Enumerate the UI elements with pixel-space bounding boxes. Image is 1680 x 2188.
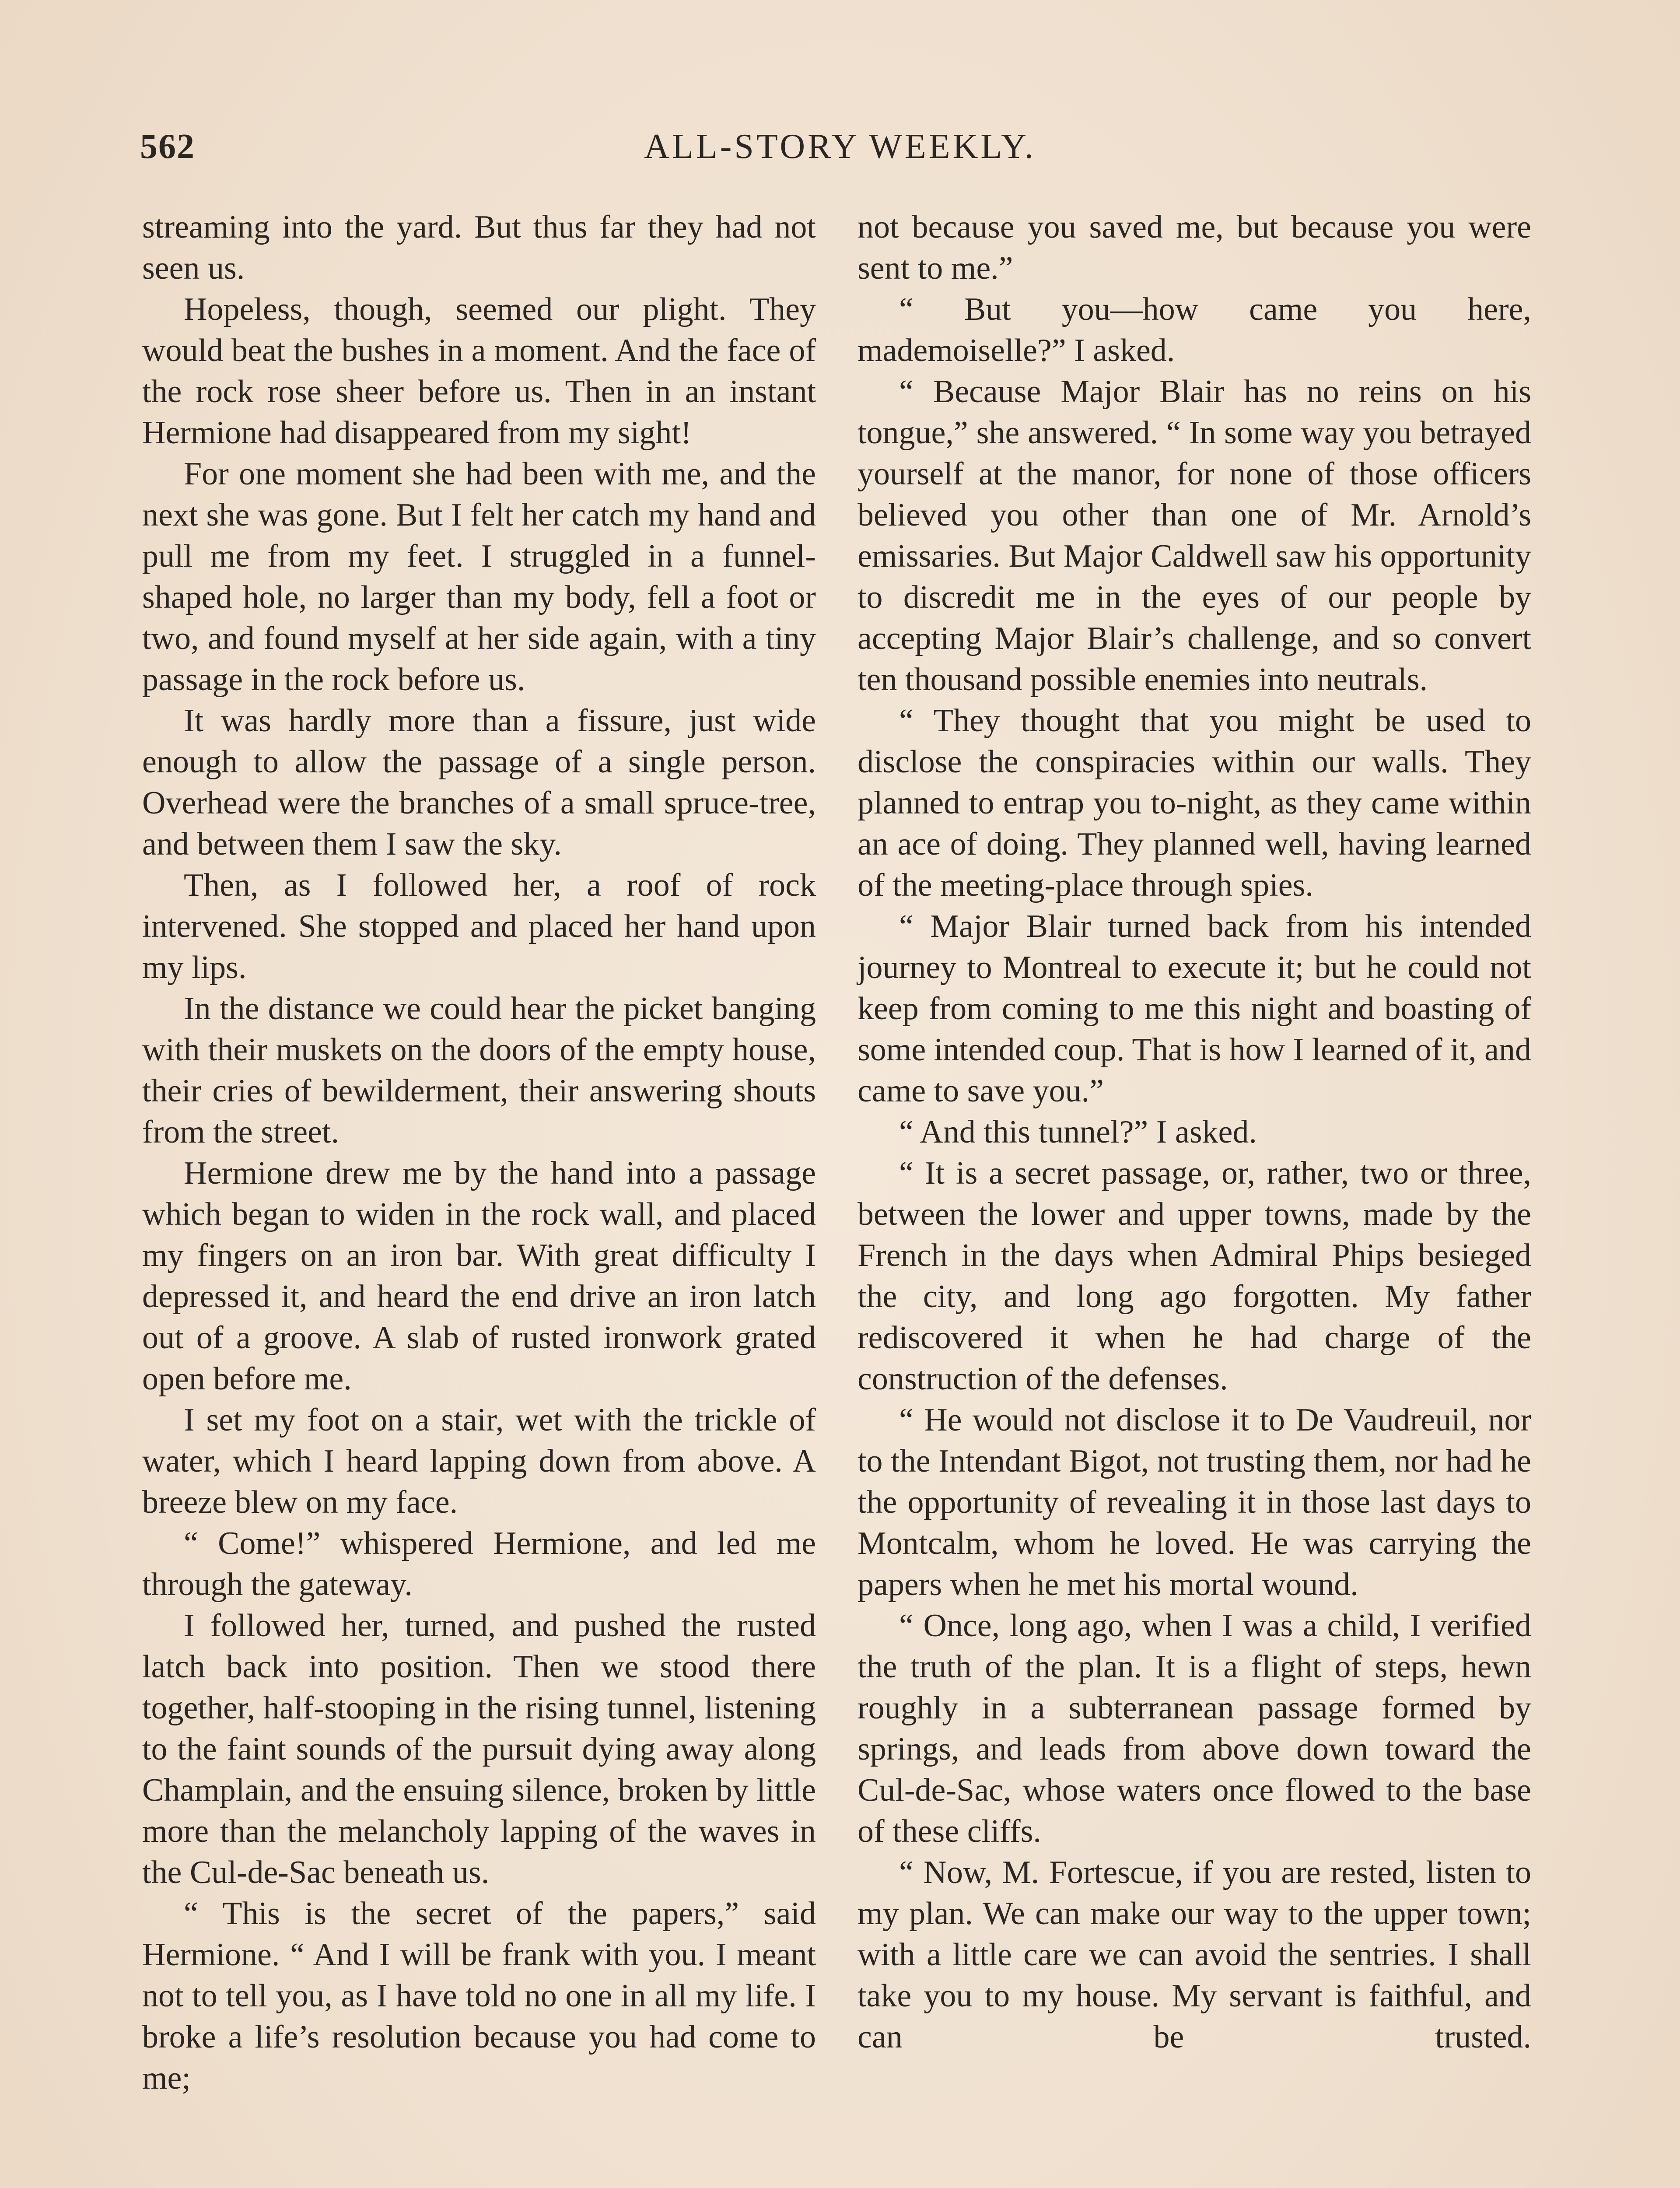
paragraph: “ And this tunnel?” I asked. bbox=[899, 1114, 1257, 1150]
paragraph: “ It is a secret passage, or, rather, two or three, between the lower and upper towns, made by the French in the days when Admiral Phips besieged the city, and long ago forgotten. My father rediscovered it when he had charge of the construction of the defenses. bbox=[858, 1155, 1531, 1397]
paragraph: Hopeless, though, seemed our plight. They would beat the bushes in a moment. And the face of the rock rose sheer before us. Then in an instant Hermione had disappeared from my sight! bbox=[142, 291, 816, 451]
paragraph: “ Major Blair turned back from his intended journey to Montreal to execute it; but he could not keep from coming to me this night and boasting of some intended coup. That is how I learned of it, and came to save you.” bbox=[858, 908, 1531, 1109]
paragraph: Then, as I followed her, a roof of rock intervened. She stopped and placed her hand upon my lips. bbox=[142, 867, 816, 985]
paragraph: For one moment she had been with me, and the next she was gone. But I felt her catch my hand and pull me from my feet. I struggled in a funnel-shaped hole, no larger than my body, fell a foot or two, and found myself at her side again, with a tiny passage in the rock before us. bbox=[142, 456, 816, 698]
paragraph: In the distance we could hear the picket banging with their muskets on the doors of the empty house, their cries of bewilderment, their answering shouts from the street. bbox=[142, 991, 816, 1150]
paragraph: “ Because Major Blair has no reins on his tongue,” she answered. “ In some way you betrayed yourself at the manor, for none of those officers believed you other than one of Mr. Arnold’s emissaries. But Major Caldwell saw his opportunity to discredit me in the eyes of our people by accepting Major Blair’s challenge, and so convert ten thousand possible enemies into neutrals. bbox=[858, 374, 1531, 698]
paragraph: “ Come!” whispered Hermione, and led me through the gateway. bbox=[142, 1525, 816, 1602]
running-head: ALL-STORY WEEKLY. bbox=[644, 127, 1036, 166]
paragraph: “ Now, M. Fortescue, if you are rested, listen to my plan. We can make our way to the upper town; with a little care we can avoid the sentries. I shall take you to my house. My servant is faithful, and can be trusted. bbox=[858, 1855, 1531, 2055]
paragraph: not because you saved me, but because you were sent to me.” bbox=[858, 209, 1531, 286]
page-header bbox=[140, 127, 1540, 188]
paragraph: “ But you—how came you here, mademoiselle?” I asked. bbox=[858, 291, 1531, 368]
paragraph: I followed her, turned, and pushed the rusted latch back into position. Then we stood there together, half-stooping in the rising tunnel, listening to the faint sounds of the pursuit dying away along Champlain, and the ensuing silence, broken by little more than the melancholy lapping of the waves in the Cul-de-Sac beneath us. bbox=[142, 1608, 816, 1890]
right-column bbox=[858, 207, 1531, 2058]
paragraph: “ He would not disclose it to De Vaudreuil, nor to the Intendant Bigot, not trusting them, nor had he the opportunity of revealing it in those last days to Montcalm, whom he loved. He was carrying the papers when he met his mortal wound. bbox=[858, 1402, 1531, 1602]
paragraph: I set my foot on a stair, wet with the trickle of water, which I heard lapping down from above. A breeze blew on my face. bbox=[142, 1402, 816, 1520]
paragraph: streaming into the yard. But thus far they had not seen us. bbox=[142, 209, 816, 286]
paragraph: “ They thought that you might be used to disclose the conspiracies within our walls. They planned to entrap you to-night, as they came within an ace of doing. They planned well, having learned of the meeting-place through spies. bbox=[858, 703, 1531, 903]
left-column bbox=[142, 207, 816, 2099]
paragraph: “ This is the secret of the papers,” said Hermione. “ And I will be frank with you. I meant not to tell you, as I have told no one in all my life. I broke a life’s resolution because you had come to me; bbox=[142, 1896, 816, 2096]
paragraph: It was hardly more than a fissure, just wide enough to allow the passage of a single person. Overhead were the branches of a small spruce-tree, and between them I saw the sky. bbox=[142, 703, 816, 862]
paragraph: Hermione drew me by the hand into a passage which began to widen in the rock wall, and placed my fingers on an iron bar. With great difficulty I depressed it, and heard the end drive an iron latch out of a groove. A slab of rusted ironwork grated open before me. bbox=[142, 1155, 816, 1397]
paragraph: “ Once, long ago, when I was a child, I verified the truth of the plan. It is a flight of steps, hewn roughly in a subterranean passage formed by springs, and leads from above down toward the Cul-de-Sac, whose waters once flowed to the base of these cliffs. bbox=[858, 1608, 1531, 1849]
page-number: 562 bbox=[140, 127, 195, 166]
